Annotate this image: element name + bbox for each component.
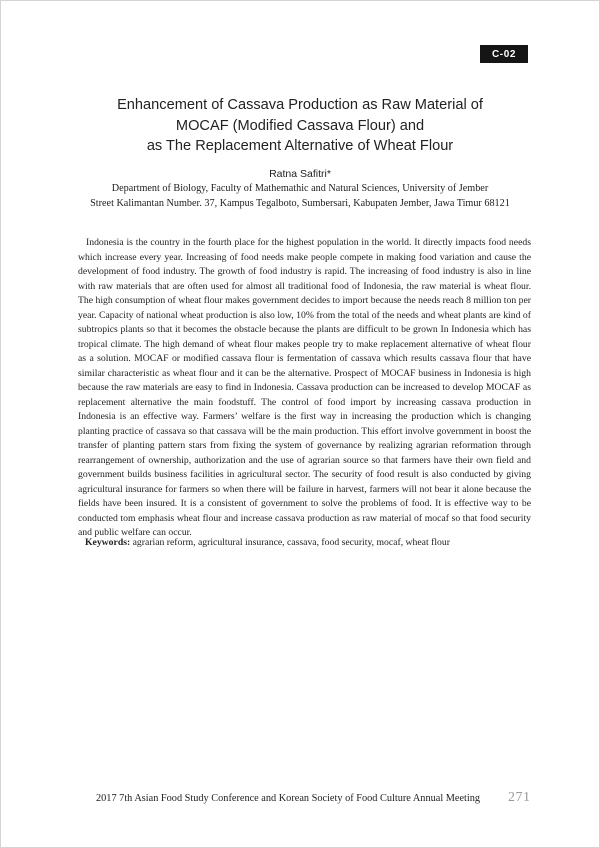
page-number: 271 — [508, 790, 531, 805]
abstract-text: Indonesia is the country in the fourth place for the highest population in the world. It directly impacts food needs which increase every year. Increasing of food needs make people compete in making food variation and cause the development of food industry. The growth of food industry is rapid. The increasing of food industry is also in line with raw materials that are often used for almost all traditional food of Indonesia, the raw material is wheat flour. The high consumption of wheat flour makes government decides to import because the needs reach 8 million ton per year. Capacity of national wheat production is also low, 10% from the total of the needs and wheat plants are kind of subtropics plants so that it becomes the obstacle because the plants are difficult to be grown In Indonesia which has tropical climate. The high demand of wheat flour makes people try to make replacement alternative of wheat flour as a solution. MOCAF or modified cassava flour is fermentation of cassava which results cassava flour that have similar characteristic as wheat flour and it can be the alternative. Prospect of MOCAF business in Indonesia is high because the raw materials are easy to find in Indonesia. Cassava production can be increased to develop MOCAF as replacement alternative the main foodstuff. The control of food import by increasing cassava production in Indonesia is an effective way. Farmers’ welfare is the first way in increasing the production which is changing planting practice of cassava so that cassava will be the main production. This effort involve government in boost the transfer of planting pattern stars from fixing the system of governance by realizing agrarian reformation through rearrangement of ownership, authorization and the use of agrarian source so that farmers have their own field and government builds business facilities in agricultural sector. The security of food result is also conducted by giving agricultural insurance for farmers so when there will be failure in harvest, farmers will not bear it alone because the fields have been insured. It is a consistent of government to solve the problems of food. It is effective way to be conducted tom emphasis wheat flour and increase cassava production as raw material of mocaf so that food security and public welfare can occur. — [78, 237, 531, 538]
author-name: Ratna Safitri* — [269, 168, 331, 180]
section-badge: C-02 — [480, 45, 528, 63]
keywords — [85, 536, 531, 550]
affiliation-line-2: Street Kalimantan Number. 37, Kampus Tegalboto, Sumbersari, Kabupaten Jember, Jawa Timur 68121 — [90, 197, 510, 209]
keywords-label: Keywords: — [85, 537, 131, 548]
title-line-1: Enhancement of Cassava Production as Raw Material of — [117, 97, 483, 113]
paper-title — [60, 95, 540, 157]
title-line-2: MOCAF (Modified Cassava Flour) and — [175, 117, 425, 134]
keywords-text: agrarian reform, agricultural insurance, cassava, food security, mocaf, wheat flour — [132, 537, 450, 548]
affiliation-line-1: Department of Biology, Faculty of Mathemathic and Natural Sciences, University of Jember — [111, 183, 489, 194]
affiliation — [60, 182, 540, 211]
footer-conference: 2017 7th Asian Food Study Conference and Korean Society of Food Culture Annual Meeting — [96, 793, 481, 804]
title-line-3: as The Replacement Alternative of Wheat Flour — [146, 138, 454, 154]
